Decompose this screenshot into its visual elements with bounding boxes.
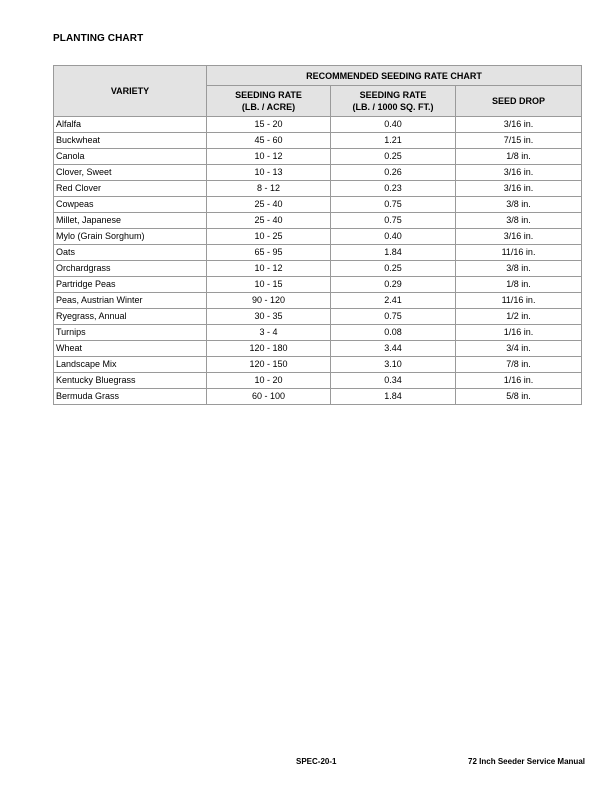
- table-row: [54, 181, 582, 197]
- table-row: [54, 309, 582, 325]
- rate-sqft-header-line1: SEEDING RATE: [359, 90, 427, 100]
- rate-acre-cell: 65 - 95: [207, 245, 331, 261]
- variety-cell: Canola: [54, 149, 207, 165]
- rate-acre-cell: 45 - 60: [207, 133, 331, 149]
- variety-cell: Kentucky Bluegrass: [54, 373, 207, 389]
- rate-acre-header-line2: (LB. / ACRE): [241, 102, 296, 112]
- rate-acre-cell: 10 - 25: [207, 229, 331, 245]
- table-row: [54, 277, 582, 293]
- rate-acre-cell: 10 - 20: [207, 373, 331, 389]
- table-row: [54, 341, 582, 357]
- variety-cell: Peas, Austrian Winter: [54, 293, 207, 309]
- rate-acre-cell: 15 - 20: [207, 117, 331, 133]
- rate-sqft-cell: 1.21: [331, 133, 456, 149]
- seed-drop-cell: 3/8 in.: [456, 261, 582, 277]
- rate-sqft-cell: 0.40: [331, 229, 456, 245]
- variety-cell: Clover, Sweet: [54, 165, 207, 181]
- variety-cell: Red Clover: [54, 181, 207, 197]
- table-row: [54, 117, 582, 133]
- rate-sqft-cell: 1.84: [331, 245, 456, 261]
- seed-drop-cell: 3/8 in.: [456, 197, 582, 213]
- seed-drop-cell: 1/8 in.: [456, 277, 582, 293]
- table-row: [54, 229, 582, 245]
- rate-acre-cell: 8 - 12: [207, 181, 331, 197]
- seed-drop-cell: 7/15 in.: [456, 133, 582, 149]
- rate-sqft-cell: 0.08: [331, 325, 456, 341]
- rate-acre-cell: 3 - 4: [207, 325, 331, 341]
- rate-sqft-cell: 0.34: [331, 373, 456, 389]
- variety-cell: Mylo (Grain Sorghum): [54, 229, 207, 245]
- variety-cell: Partridge Peas: [54, 277, 207, 293]
- seed-drop-cell: 3/16 in.: [456, 181, 582, 197]
- table-row: [54, 357, 582, 373]
- rate-acre-cell: 25 - 40: [207, 213, 331, 229]
- rate-sqft-cell: 1.84: [331, 389, 456, 405]
- seed-drop-cell: 3/4 in.: [456, 341, 582, 357]
- rate-acre-cell: 90 - 120: [207, 293, 331, 309]
- rate-acre-cell: 120 - 150: [207, 357, 331, 373]
- seed-drop-cell: 3/16 in.: [456, 229, 582, 245]
- rate-acre-cell: 30 - 35: [207, 309, 331, 325]
- seeding-rate-table: [53, 65, 582, 405]
- table-row: [54, 389, 582, 405]
- rate-acre-cell: 10 - 13: [207, 165, 331, 181]
- footer-page-code: SPEC-20-1: [296, 757, 337, 766]
- table-row: [54, 165, 582, 181]
- variety-cell: Alfalfa: [54, 117, 207, 133]
- variety-cell: Oats: [54, 245, 207, 261]
- variety-cell: Cowpeas: [54, 197, 207, 213]
- seed-drop-cell: 1/8 in.: [456, 149, 582, 165]
- table-row: [54, 133, 582, 149]
- table-row: [54, 293, 582, 309]
- table-row: [54, 213, 582, 229]
- rate-acre-cell: 120 - 180: [207, 341, 331, 357]
- variety-header: VARIETY: [54, 66, 207, 117]
- rate-sqft-cell: 2.41: [331, 293, 456, 309]
- seed-drop-header: SEED DROP: [456, 86, 582, 117]
- table-row: [54, 261, 582, 277]
- rate-sqft-cell: 0.29: [331, 277, 456, 293]
- rate-sqft-cell: 0.75: [331, 213, 456, 229]
- rate-sqft-cell: 0.25: [331, 149, 456, 165]
- variety-cell: Ryegrass, Annual: [54, 309, 207, 325]
- seed-drop-cell: 3/8 in.: [456, 213, 582, 229]
- table-header: [54, 66, 582, 117]
- variety-cell: Orchardgrass: [54, 261, 207, 277]
- seed-drop-cell: 1/16 in.: [456, 325, 582, 341]
- rate-sqft-cell: 3.44: [331, 341, 456, 357]
- rate-sqft-cell: 3.10: [331, 357, 456, 373]
- rate-acre-cell: 10 - 12: [207, 261, 331, 277]
- variety-cell: Bermuda Grass: [54, 389, 207, 405]
- table-row: [54, 245, 582, 261]
- seed-drop-cell: 11/16 in.: [456, 293, 582, 309]
- rate-acre-header: [207, 86, 331, 117]
- table-row: [54, 373, 582, 389]
- variety-cell: Millet, Japanese: [54, 213, 207, 229]
- rate-sqft-cell: 0.25: [331, 261, 456, 277]
- seed-drop-cell: 1/2 in.: [456, 309, 582, 325]
- rate-sqft-header-line2: (LB. / 1000 SQ. FT.): [352, 102, 434, 112]
- rate-acre-header-line1: SEEDING RATE: [235, 90, 302, 100]
- seed-drop-cell: 3/16 in.: [456, 117, 582, 133]
- rate-sqft-cell: 0.40: [331, 117, 456, 133]
- table-row: [54, 325, 582, 341]
- rate-acre-cell: 60 - 100: [207, 389, 331, 405]
- rate-sqft-cell: 0.75: [331, 309, 456, 325]
- seed-drop-cell: 11/16 in.: [456, 245, 582, 261]
- rate-acre-cell: 10 - 15: [207, 277, 331, 293]
- rate-sqft-cell: 0.23: [331, 181, 456, 197]
- variety-cell: Buckwheat: [54, 133, 207, 149]
- rate-sqft-header: [331, 86, 456, 117]
- rate-sqft-cell: 0.75: [331, 197, 456, 213]
- seed-drop-cell: 5/8 in.: [456, 389, 582, 405]
- seed-drop-cell: 3/16 in.: [456, 165, 582, 181]
- seed-drop-cell: 1/16 in.: [456, 373, 582, 389]
- seed-drop-cell: 7/8 in.: [456, 357, 582, 373]
- rate-acre-cell: 25 - 40: [207, 197, 331, 213]
- page-title: PLANTING CHART: [53, 33, 144, 44]
- table-row: [54, 197, 582, 213]
- footer-manual-title: 72 Inch Seeder Service Manual: [468, 757, 585, 766]
- variety-cell: Turnips: [54, 325, 207, 341]
- table-body: [54, 117, 582, 405]
- table-row: [54, 149, 582, 165]
- variety-cell: Landscape Mix: [54, 357, 207, 373]
- group-header: RECOMMENDED SEEDING RATE CHART: [207, 66, 582, 86]
- rate-acre-cell: 10 - 12: [207, 149, 331, 165]
- rate-sqft-cell: 0.26: [331, 165, 456, 181]
- variety-cell: Wheat: [54, 341, 207, 357]
